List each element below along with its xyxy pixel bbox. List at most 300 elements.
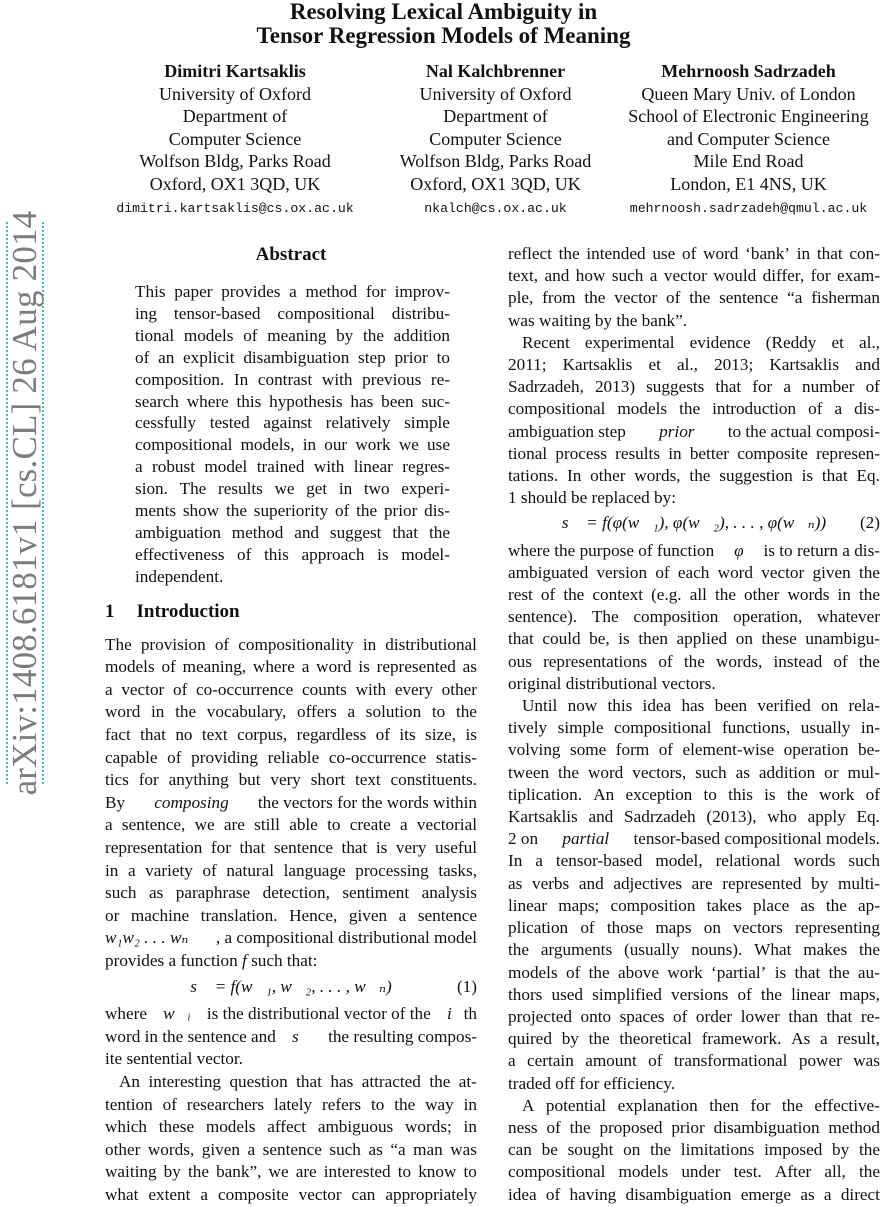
text-line: [135, 347, 450, 369]
word: composition: [633, 607, 719, 627]
word: the: [858, 651, 880, 671]
text-line: [508, 443, 880, 465]
word: the: [786, 784, 808, 804]
author-affiliation-line: Queen Mary Univ. of London: [641, 83, 856, 104]
word: vector: [663, 266, 707, 286]
word: translation.: [200, 905, 278, 925]
author-email: nkalch@cs.ox.ac.uk: [424, 200, 567, 216]
paper-title-line-2: Tensor Regression Models of Meaning: [256, 23, 631, 48]
word: text,: [508, 266, 539, 286]
author-affiliation-line: Department of: [443, 106, 548, 127]
text-line: [135, 456, 450, 478]
word: in: [362, 634, 377, 654]
word: adjectives: [613, 873, 683, 893]
word: compositional: [508, 399, 606, 419]
math-or-emphasis: w₁w₂ . . . wₙ: [105, 928, 189, 948]
word: relatively: [325, 413, 391, 433]
text-span: is the distributional vector of the: [202, 1004, 436, 1024]
word: nouns).: [691, 940, 743, 960]
word: evidence: [689, 332, 751, 352]
paragraph: [508, 243, 880, 332]
word: by: [832, 1140, 850, 1160]
word: Kartsaklis: [769, 355, 840, 375]
text-span: [105, 927, 477, 950]
word: of: [546, 1117, 561, 1137]
text-line: [508, 917, 880, 939]
word: get: [306, 479, 328, 499]
word: such: [105, 883, 137, 903]
text-span: the resulting compos-: [323, 1026, 477, 1046]
author-affiliation-line: Wolfson Bldg, Parks Road: [399, 151, 592, 172]
word: that: [794, 962, 821, 982]
text-line: [508, 332, 880, 354]
word: versions: [671, 984, 729, 1004]
word: the: [187, 1162, 209, 1182]
word: operation: [783, 740, 849, 760]
word: rest: [508, 585, 533, 605]
word: exception: [625, 784, 693, 804]
word: unambigu-: [805, 629, 880, 649]
word: framework.: [701, 1029, 782, 1049]
word: suggest: [329, 522, 382, 542]
word: models: [618, 1162, 669, 1182]
word: in: [463, 1117, 477, 1137]
word: as: [148, 883, 164, 903]
text-line: [135, 325, 450, 347]
word: been: [381, 391, 414, 411]
word: has: [350, 391, 374, 411]
word: addition: [393, 325, 450, 345]
word: linear: [508, 895, 548, 915]
word: tiplication.: [508, 784, 582, 804]
word: bank”,: [216, 1162, 262, 1182]
word: offers: [297, 702, 337, 722]
word: process: [555, 443, 607, 463]
word: variety: [145, 860, 193, 880]
word: this: [607, 696, 633, 716]
word: experimental: [584, 332, 675, 352]
word: a: [535, 851, 543, 871]
word: for: [752, 377, 773, 397]
text-line: [135, 303, 450, 325]
word: words,: [147, 1139, 195, 1159]
math-or-emphasis: f: [242, 951, 247, 970]
word: approach: [301, 544, 365, 564]
word: on: [623, 1140, 641, 1160]
word: dis-: [424, 501, 450, 521]
paragraph: [508, 332, 880, 510]
word: other: [105, 1139, 141, 1159]
text-line: [508, 376, 880, 398]
word: our: [324, 435, 348, 455]
word: models: [508, 962, 558, 982]
word: in: [105, 860, 119, 880]
equation-body: s⃗ = f(φ(w⃗₁), φ(w⃗₂), . . . , φ(w⃗ₙ)): [561, 513, 827, 533]
word: exam-: [837, 266, 880, 286]
word: such: [695, 762, 727, 782]
word: for: [138, 770, 159, 790]
word: tween: [508, 762, 550, 782]
word: a: [105, 679, 113, 699]
word: a: [135, 457, 143, 477]
word: vectorial: [416, 815, 477, 835]
word: The: [179, 479, 207, 499]
left-column: [105, 243, 477, 1207]
word: maps: [655, 918, 692, 938]
word: vector: [298, 1184, 342, 1204]
word: natural: [226, 860, 275, 880]
text-span: original distributional vectors.: [508, 673, 716, 693]
text-line: [135, 412, 450, 434]
word: (usually: [623, 940, 680, 960]
word: Sadrzadeh: [624, 807, 696, 827]
text-span: traded off for efficiency.: [508, 1073, 676, 1093]
author-affiliation-line: London, E1 4NS, UK: [670, 173, 827, 194]
word: a: [823, 1184, 832, 1204]
word: representation: [105, 838, 203, 858]
word: of: [666, 288, 681, 308]
word: this: [728, 784, 753, 804]
word: As: [791, 1029, 811, 1049]
math-or-emphasis: partial: [562, 829, 610, 849]
word: ments: [135, 501, 177, 521]
word: of: [673, 1006, 688, 1026]
word: model-: [401, 544, 450, 564]
word: given: [812, 562, 851, 582]
word: for: [750, 1095, 771, 1115]
word: with: [313, 457, 345, 477]
text-span: the vectors for the words within: [253, 792, 477, 812]
word: simple: [404, 413, 450, 433]
paragraph: [105, 1071, 477, 1207]
math-or-emphasis: φ: [734, 540, 744, 560]
text-span: [508, 421, 880, 443]
paragraph: [105, 1003, 477, 1071]
word: the: [858, 585, 880, 605]
word: of: [658, 740, 674, 760]
text-line: [508, 1028, 880, 1050]
word: hypothesis: [269, 391, 343, 411]
word: compositional: [614, 718, 712, 738]
word: usually: [800, 718, 851, 738]
word: of: [545, 1184, 561, 1204]
text-line: [135, 434, 450, 456]
word: work: [667, 962, 703, 982]
word: ple,: [508, 288, 534, 308]
word: vocabulary,: [206, 702, 287, 722]
word: the: [689, 288, 711, 308]
word: re-: [430, 369, 450, 389]
word: linear: [791, 984, 831, 1004]
word: lower: [740, 1006, 780, 1026]
word: co-occurrence: [328, 747, 427, 767]
word: as: [800, 1184, 815, 1204]
word: lately: [273, 1094, 313, 1114]
word: tional: [508, 443, 548, 463]
word: ambiguation: [135, 522, 221, 542]
word: theoretical: [619, 1029, 692, 1049]
word: method: [305, 282, 358, 301]
word: for: [365, 282, 386, 301]
word: a: [649, 266, 658, 286]
word: of: [682, 244, 697, 263]
word: appropriately: [385, 1184, 477, 1204]
word: or: [824, 762, 839, 782]
word: plication: [508, 918, 569, 938]
word: tensor-based: [173, 303, 261, 323]
word: The: [591, 607, 619, 627]
word: of: [237, 544, 252, 564]
text-line: [135, 544, 450, 566]
text-line: [508, 651, 880, 673]
word: an: [158, 347, 175, 367]
word: 2011;: [508, 355, 547, 375]
text-span: [105, 1003, 477, 1026]
text-line: [105, 1071, 477, 1094]
word: the: [394, 1094, 416, 1114]
word: under: [681, 1162, 721, 1182]
word: what: [105, 1184, 139, 1204]
text-span: independent.: [135, 566, 224, 586]
word: the: [429, 1071, 451, 1091]
word: provision: [140, 634, 206, 654]
word: for: [210, 838, 231, 858]
word: vectors: [733, 918, 783, 938]
word: word: [587, 762, 624, 782]
word: meaning: [267, 325, 327, 345]
word: suggests: [646, 377, 705, 397]
word: for: [810, 266, 831, 286]
author-2: [383, 60, 608, 219]
word: than: [788, 1006, 818, 1026]
word: know: [418, 1162, 457, 1182]
author-name: Mehrnoosh Sadrzadeh: [661, 61, 836, 81]
word: a: [289, 282, 297, 301]
text-line: [105, 927, 477, 950]
word: relational: [715, 851, 781, 871]
equation-2: [508, 512, 880, 534]
word: quired: [508, 1029, 552, 1049]
word: as: [508, 873, 523, 893]
word: then: [638, 629, 668, 649]
word: of: [202, 860, 217, 880]
word: disambiguation: [713, 1117, 820, 1137]
word: where: [186, 391, 229, 411]
text-line: [508, 606, 880, 628]
text-span: [105, 1026, 477, 1049]
word: distribu-: [391, 303, 450, 323]
text-line: [105, 634, 477, 657]
word: the: [356, 501, 378, 521]
word: is: [774, 962, 787, 982]
word: the: [225, 501, 247, 521]
word: these: [158, 1117, 195, 1137]
word: is: [465, 725, 477, 745]
word: composition.: [135, 369, 225, 389]
word: sentence).: [508, 607, 578, 627]
word: is: [764, 784, 776, 804]
paragraph: [105, 634, 477, 973]
word: method: [828, 1117, 880, 1137]
word: we: [194, 815, 215, 835]
word: composite: [737, 443, 808, 463]
author-email: mehrnoosh.sadrzadeh@qmul.ac.uk: [629, 200, 868, 216]
text-line: [135, 369, 450, 391]
text-span: [508, 540, 880, 562]
word: models: [617, 399, 668, 419]
word: above: [617, 962, 660, 982]
text-line: [508, 487, 880, 509]
word: tics: [105, 770, 129, 790]
math-or-emphasis: composing: [154, 792, 229, 812]
word: on: [735, 629, 753, 649]
word: other: [590, 466, 626, 486]
text-line: [508, 310, 880, 332]
word: the: [828, 962, 850, 982]
word: that: [715, 377, 742, 397]
word: of: [737, 984, 752, 1004]
word: refers: [322, 1094, 362, 1114]
word: the: [714, 585, 736, 605]
word: potential: [545, 1095, 607, 1115]
paragraph: [508, 540, 880, 695]
word: result,: [837, 1029, 880, 1049]
word: tional: [135, 325, 175, 345]
word: in: [151, 702, 165, 722]
word: arguments: [540, 940, 613, 960]
author-affiliation-line: Wolfson Bldg, Parks Road: [139, 151, 331, 172]
word: vector: [614, 288, 658, 308]
word: differ,: [762, 266, 805, 286]
word: language: [283, 860, 346, 880]
text-line: [105, 1139, 477, 1162]
word: in: [338, 479, 353, 499]
text-line: [135, 522, 450, 544]
word: intended: [586, 244, 646, 263]
word: makes: [803, 940, 848, 960]
text-line: [105, 905, 477, 928]
word: the: [569, 1117, 591, 1137]
word: the: [558, 244, 580, 263]
word: compositional: [135, 435, 233, 455]
word: but: [238, 770, 261, 790]
text-line: [105, 882, 477, 905]
word: that: [508, 629, 534, 649]
text-span: ambiguation step: [508, 421, 631, 441]
word: of: [865, 784, 880, 804]
word: two: [363, 479, 390, 499]
word: et: [648, 355, 661, 375]
word: given: [201, 1139, 240, 1159]
word: An: [593, 784, 615, 804]
text-line: [508, 717, 880, 739]
text-line: [105, 656, 477, 679]
text-line: [508, 1073, 880, 1095]
word: fisherman: [811, 288, 880, 308]
word: by: [811, 873, 829, 893]
word: the: [428, 522, 450, 542]
word: interested: [323, 1162, 391, 1182]
word: those: [606, 918, 644, 938]
word: in: [796, 244, 811, 263]
word: that: [341, 838, 368, 858]
word: affect: [267, 1117, 307, 1137]
word: to: [397, 1162, 412, 1182]
word: An: [119, 1071, 141, 1091]
word: tensor-based: [555, 851, 643, 871]
word: search: [135, 391, 179, 411]
paper-title-line-1: Resolving Lexical Ambiguity in: [289, 0, 598, 24]
word: interesting: [148, 1071, 222, 1091]
text-line: [508, 762, 880, 784]
word: the: [650, 1140, 672, 1160]
word: ap-: [857, 895, 880, 915]
word: text: [201, 725, 228, 745]
word: these: [761, 629, 797, 649]
word: to: [436, 347, 450, 367]
word: simple: [557, 718, 604, 738]
text-span: th: [463, 1004, 477, 1024]
word: that: [296, 1071, 322, 1091]
word: model,: [655, 851, 703, 871]
word: effectiveness: [135, 544, 225, 564]
word: other: [744, 585, 780, 605]
word: all,: [824, 1162, 846, 1182]
word: Kartsaklis: [508, 807, 578, 827]
word: we: [398, 435, 419, 455]
word: linear: [353, 457, 393, 477]
word: Kartsaklis: [562, 355, 633, 375]
word: Sadrzadeh,: [508, 377, 584, 397]
word: constituents.: [390, 770, 477, 790]
word: (Reddy: [765, 332, 817, 352]
text-line: [508, 1117, 880, 1139]
word: transformational: [673, 1051, 788, 1071]
word: are: [691, 873, 713, 893]
text-span: provides a function: [105, 951, 242, 970]
word: size,: [425, 725, 457, 745]
word: very: [270, 770, 301, 790]
word: as: [735, 762, 750, 782]
word: sentence: [719, 288, 779, 308]
author-1: [105, 60, 365, 219]
word: applied: [676, 629, 728, 649]
word: word: [717, 562, 753, 582]
word: compositionality: [238, 634, 354, 654]
word: maps;: [558, 895, 600, 915]
word: with: [321, 369, 353, 389]
text-line: [508, 628, 880, 650]
word: is: [375, 838, 388, 858]
word: a: [127, 860, 136, 880]
word: sentence: [273, 838, 333, 858]
author-affiliation-line: Oxford, OX1 3QD, UK: [410, 173, 581, 194]
word: to: [327, 815, 341, 835]
word: the: [825, 895, 847, 915]
text-line: [105, 860, 477, 883]
word: of: [580, 918, 595, 938]
word: that: [140, 725, 166, 745]
word: idea: [642, 696, 672, 716]
word: can: [508, 1140, 532, 1160]
word: paper: [174, 282, 213, 301]
word: composite: [217, 1184, 289, 1204]
word: al.,: [676, 355, 698, 375]
word: ing: [135, 303, 157, 323]
word: we: [268, 1162, 289, 1182]
word: use: [652, 244, 676, 263]
text-span: [508, 828, 880, 850]
